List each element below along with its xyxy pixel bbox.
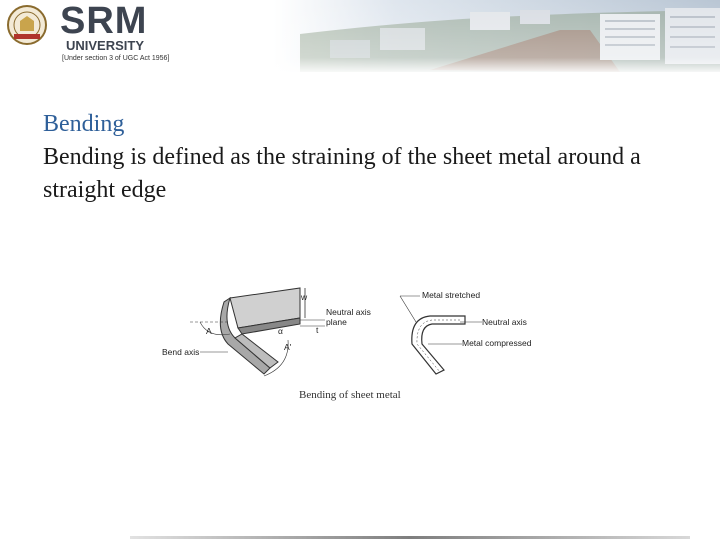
label-alpha: α <box>278 326 283 336</box>
university-logo <box>0 0 300 72</box>
brand-name: SRM <box>60 0 148 42</box>
label-a-prime: A' <box>284 342 292 352</box>
footer-divider <box>130 536 690 539</box>
label-w: w <box>301 292 308 302</box>
label-t: t <box>316 325 319 335</box>
label-bend-axis: Bend axis <box>162 347 200 357</box>
label-plane: plane <box>326 317 347 327</box>
slide-header <box>0 0 720 72</box>
cross-section-illustration <box>412 316 465 374</box>
university-seal-icon <box>6 4 48 46</box>
figure-caption: Bending of sheet metal <box>299 389 401 401</box>
label-a: A <box>206 326 212 336</box>
label-metal-stretched: Metal stretched <box>422 290 481 300</box>
label-metal-compressed: Metal compressed <box>462 338 532 348</box>
slide-body-text: Bending is defined as the straining of the sheet metal around a straight edge <box>43 144 641 203</box>
university-label: UNIVERSITY <box>66 38 145 53</box>
label-neutral-axis-plane: Neutral axis <box>326 307 371 317</box>
label-neutral-axis: Neutral axis <box>482 317 527 327</box>
bent-sheet-illustration <box>220 288 300 374</box>
ugc-note: [Under section 3 of UGC Act 1956] <box>62 55 170 62</box>
slide-heading: Bending <box>43 111 125 137</box>
